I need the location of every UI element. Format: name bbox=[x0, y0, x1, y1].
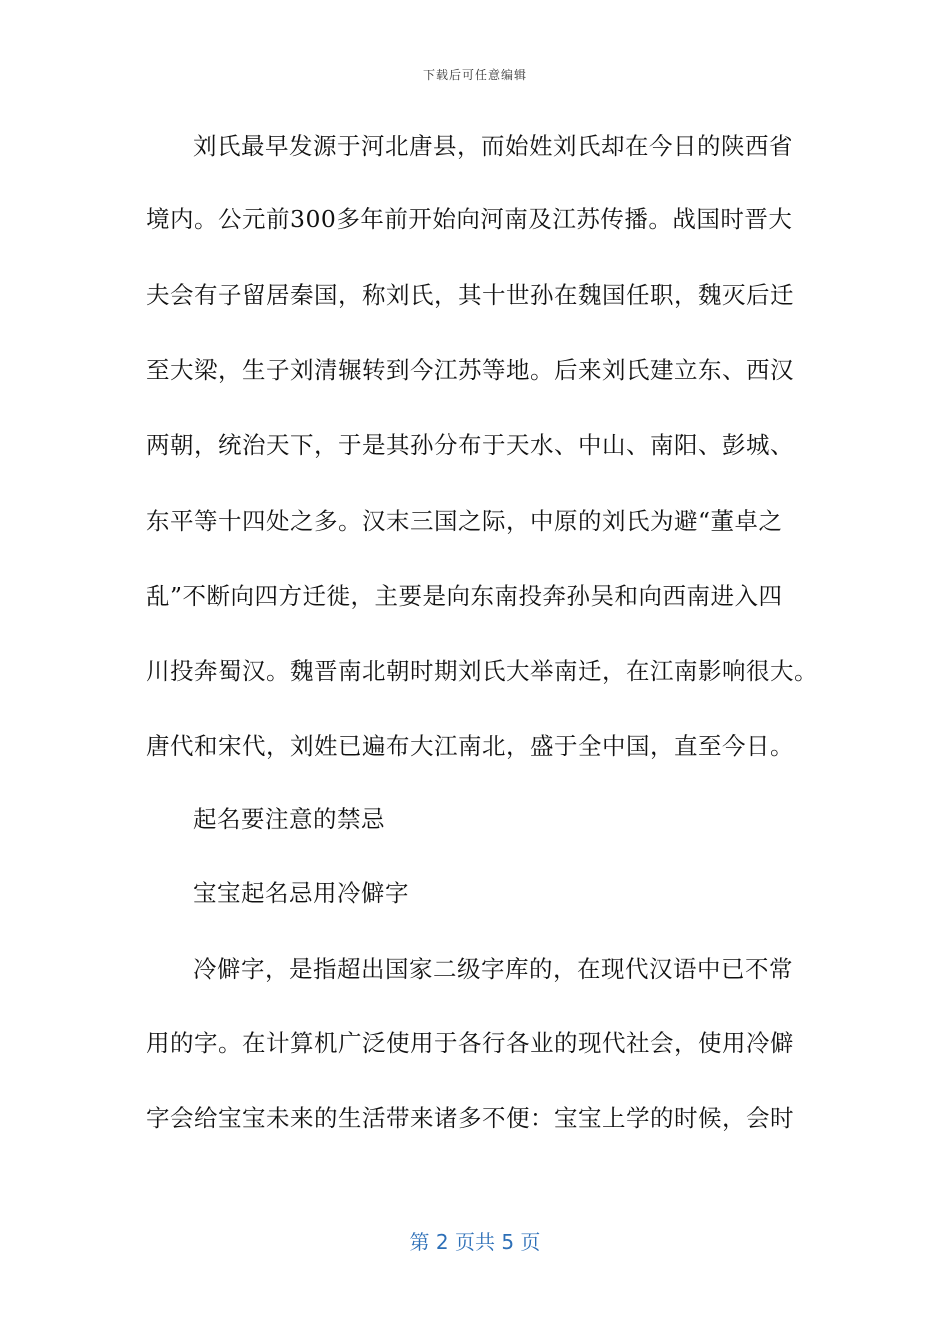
paragraph-line: 两朝，统治天下，于是其孙分布于天水、中山、南阳、彭城、 bbox=[146, 431, 794, 459]
paragraph-line: 夫会有子留居秦国，称刘氏，其十世孙在魏国任职，魏灭后迁 bbox=[146, 281, 794, 309]
paragraph-line: 乱”不断向四方迁徙，主要是向东南投奔孙吴和向西南进入四 bbox=[146, 582, 783, 610]
paragraph-line: 至大梁，生子刘清辗转到今江苏等地。后来刘氏建立东、西汉 bbox=[146, 356, 794, 384]
paragraph-line: 东平等十四处之多。汉末三国之际，中原的刘氏为避“董卓之 bbox=[146, 507, 783, 535]
paragraph-line: 字会给宝宝未来的生活带来诸多不便：宝宝上学的时候，会时 bbox=[146, 1104, 794, 1132]
paragraph-line: 用的字。在计算机广泛使用于各行各业的现代社会，使用冷僻 bbox=[146, 1029, 794, 1057]
page-number-footer: 第 2 页共 5 页 bbox=[409, 1230, 541, 1254]
paragraph-line: 川投奔蜀汉。魏晋南北朝时期刘氏大举南迁，在江南影响很大。 bbox=[146, 657, 818, 685]
paragraph-line: 境内。公元前300多年前开始向河南及江苏传播。战国时晋大 bbox=[146, 205, 793, 233]
paragraph-line: 刘氏最早发源于河北唐县，而始姓刘氏却在今日的陕西省 bbox=[193, 132, 793, 160]
page-header: 下载后可任意编辑 bbox=[422, 68, 527, 82]
section-heading: 起名要注意的禁忌 bbox=[193, 805, 385, 833]
paragraph-line: 唐代和宋代，刘姓已遍布大江南北，盛于全中国，直至今日。 bbox=[146, 732, 794, 760]
paragraph-line: 冷僻字，是指超出国家二级字库的，在现代汉语中已不常 bbox=[193, 955, 793, 983]
section-subheading: 宝宝起名忌用冷僻字 bbox=[193, 879, 409, 907]
